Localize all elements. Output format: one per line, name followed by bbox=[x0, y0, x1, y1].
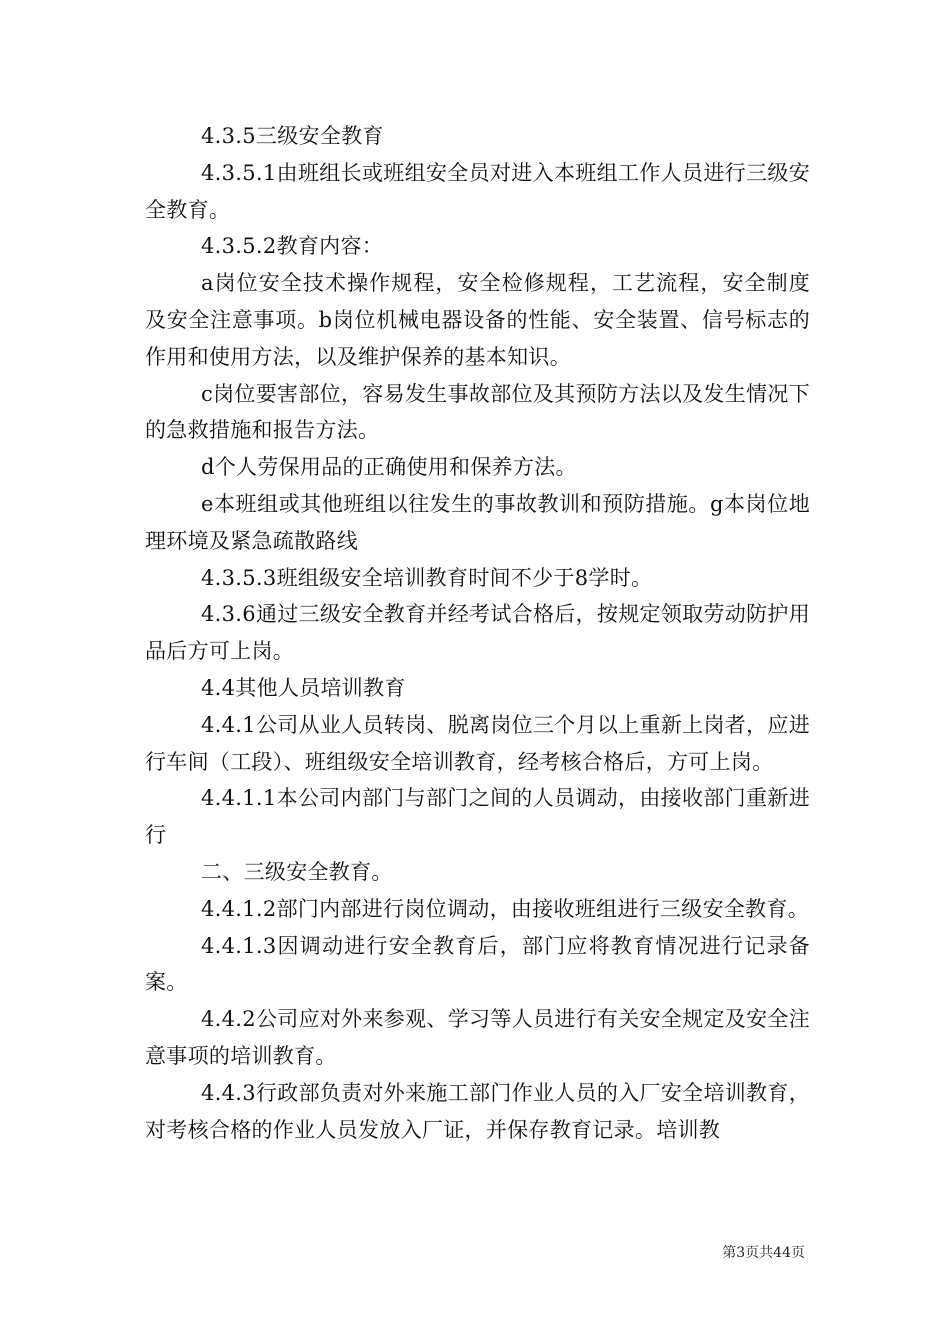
paragraph-4-4-3: 4.4.3行政部负责对外来施工部门作业人员的入厂安全培训教育，对考核合格的作业人员发放入厂证，并保存教育记录。培训教 bbox=[145, 1080, 810, 1142]
paragraph-4-3-5-1: 4.3.5.1由班组长或班组安全员对进入本班组工作人员进行三级安全教育。 bbox=[145, 160, 810, 222]
document-body bbox=[145, 118, 810, 1148]
paragraph-item-e-g: e本班组或其他班组以往发生的事故教训和预防措施。g本岗位地理环境及紧急疏散路线 bbox=[145, 491, 810, 553]
paragraph-item-d: d个人劳保用品的正确使用和保养方法。 bbox=[201, 455, 577, 480]
page-number-footer: 第3页共44页 bbox=[722, 1245, 805, 1261]
paragraph-item-a-b: a岗位安全技术操作规程，安全检修规程，工艺流程，安全制度及安全注意事项。b岗位机械电器设备的性能、安全装置、信号标志的作用和使用方法，以及维护保养的基本知识。 bbox=[145, 271, 810, 369]
paragraph-4-3-5: 4.3.5三级安全教育 bbox=[201, 124, 384, 148]
paragraph-4-4-1: 4.4.1公司从业人员转岗、脱离岗位三个月以上重新上岗者，应进行车间（工段）、班组级安全培训教育，经考核合格后，方可上岗。 bbox=[145, 712, 810, 774]
paragraph-4-4-1-2: 4.4.1.2部门内部进行岗位调动，由接收班组进行三级安全教育。 bbox=[201, 896, 810, 921]
paragraph-4-4-2: 4.4.2公司应对外来参观、学习等人员进行有关安全规定及安全注意事项的培训教育。 bbox=[145, 1007, 810, 1068]
paragraph-section-two: 二、三级安全教育。 bbox=[201, 859, 393, 884]
paragraph-4-4-1-3: 4.4.1.3因调动进行安全教育后，部门应将教育情况进行记录备案。 bbox=[145, 933, 810, 995]
paragraph-4-4-1-1: 4.4.1.1本公司内部门与部门之间的人员调动，由接收部门重新进行 bbox=[145, 786, 810, 848]
paragraph-4-3-5-3: 4.3.5.3班组级安全培训教育时间不少于8学时。 bbox=[201, 565, 653, 590]
paragraph-item-c: c岗位要害部位，容易发生事故部位及其预防方法以及发生情况下的急救措施和报告方法。 bbox=[145, 381, 810, 443]
paragraph-4-3-5-2: 4.3.5.2教育内容： bbox=[201, 234, 384, 259]
paragraph-4-4: 4.4其他人员培训教育 bbox=[201, 675, 406, 700]
paragraph-4-3-6: 4.3.6通过三级安全教育并经考试合格后，按规定领取劳动防护用品后方可上岗。 bbox=[145, 602, 810, 664]
